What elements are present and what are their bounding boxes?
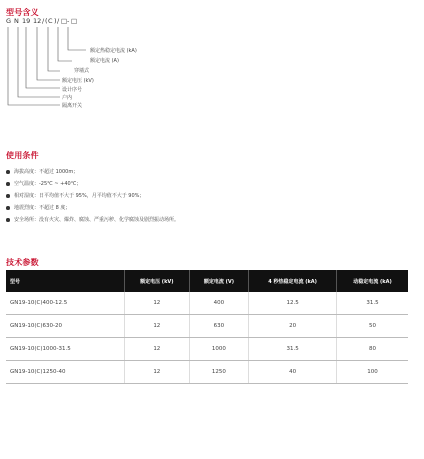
list-item xyxy=(6,178,406,190)
table-cell: GN19-10(C)1250-40 xyxy=(6,361,125,384)
table-cell: 100 xyxy=(337,361,409,384)
table-cell: 630 xyxy=(189,315,249,338)
code-char: G xyxy=(6,17,12,25)
condition-text: 安全场所：没有火灾、爆炸、腐蚀、严重污秽、化学腐蚀及剧烈振动场所。 xyxy=(14,217,180,223)
code-char: N xyxy=(14,17,19,25)
table-row xyxy=(6,361,408,384)
column-header: 动稳定电流 (kA) xyxy=(337,270,409,292)
column-header: 额定电流 (V) xyxy=(189,270,249,292)
column-header: 4 秒热稳定电流 (kA) xyxy=(249,270,337,292)
table-cell: GN19-10(C)630-20 xyxy=(6,315,125,338)
table-cell: 12 xyxy=(125,315,190,338)
table-cell: 12 xyxy=(125,361,190,384)
bullet-icon xyxy=(6,182,10,186)
code-char: 19 xyxy=(22,17,31,25)
condition-text: 地震烈度：不超过 8 度； xyxy=(14,205,71,211)
table-row xyxy=(6,315,408,338)
label-thermal-current: 额定热稳定电流 (kA) xyxy=(90,48,137,54)
list-item xyxy=(6,190,406,202)
condition-text: 空气温度：-25℃ ~ +40℃； xyxy=(14,181,82,187)
condition-text: 海拔高度：不超过 1000m； xyxy=(14,169,79,175)
bullet-icon xyxy=(6,206,10,210)
label-indoor: 户内 xyxy=(62,95,73,101)
label-wall-type: 穿墙式 xyxy=(74,68,90,74)
bullet-icon xyxy=(6,218,10,222)
condition-text: 相对湿度：日平均值不大于 95%，月平均值不大于 90%； xyxy=(14,193,145,199)
table-cell: GN19-10(C)400-12.5 xyxy=(6,292,125,315)
conditions-section-title: 使用条件 xyxy=(6,151,39,160)
table-cell: 80 xyxy=(337,338,409,361)
code-char: ) xyxy=(54,17,57,25)
table-cell: 400 xyxy=(189,292,249,315)
label-design-serial: 设计序号 xyxy=(62,87,83,93)
table-cell: 50 xyxy=(337,315,409,338)
code-char: - xyxy=(67,17,70,25)
table-cell: 12 xyxy=(125,292,190,315)
list-item xyxy=(6,214,406,226)
params-table xyxy=(6,270,408,384)
table-cell: 1000 xyxy=(189,338,249,361)
code-char: ( xyxy=(45,17,48,25)
table-cell: 12.5 xyxy=(249,292,337,315)
table-row xyxy=(6,292,408,315)
model-code-diagram xyxy=(0,0,424,120)
table-cell: 1250 xyxy=(189,361,249,384)
table-cell: 12 xyxy=(125,338,190,361)
label-rated-current: 额定电流 (A) xyxy=(90,58,119,64)
table-cell: GN19-10(C)1000-31.5 xyxy=(6,338,125,361)
table-cell: 31.5 xyxy=(249,338,337,361)
code-char: □ xyxy=(61,17,68,25)
table-cell: 40 xyxy=(249,361,337,384)
label-disconnect-switch: 隔离开关 xyxy=(62,103,83,109)
table-header-row xyxy=(6,270,408,292)
table-cell: 31.5 xyxy=(337,292,409,315)
bullet-icon xyxy=(6,194,10,198)
list-item xyxy=(6,202,406,214)
code-char: / xyxy=(57,17,60,25)
label-rated-voltage: 额定电压 (kV) xyxy=(62,78,94,84)
params-section-title: 技术参数 xyxy=(6,258,39,267)
table-cell: 20 xyxy=(249,315,337,338)
column-header: 型号 xyxy=(6,270,125,292)
conditions-list xyxy=(6,166,406,226)
bullet-icon xyxy=(6,170,10,174)
list-item xyxy=(6,166,406,178)
code-char: □ xyxy=(71,17,78,25)
code-char: C xyxy=(48,17,53,25)
column-header: 额定电压 (kV) xyxy=(125,270,190,292)
code-char: 12 xyxy=(33,17,42,25)
model-section-title: 型号含义 xyxy=(6,8,39,17)
code-char: / xyxy=(42,17,45,25)
table-row xyxy=(6,338,408,361)
